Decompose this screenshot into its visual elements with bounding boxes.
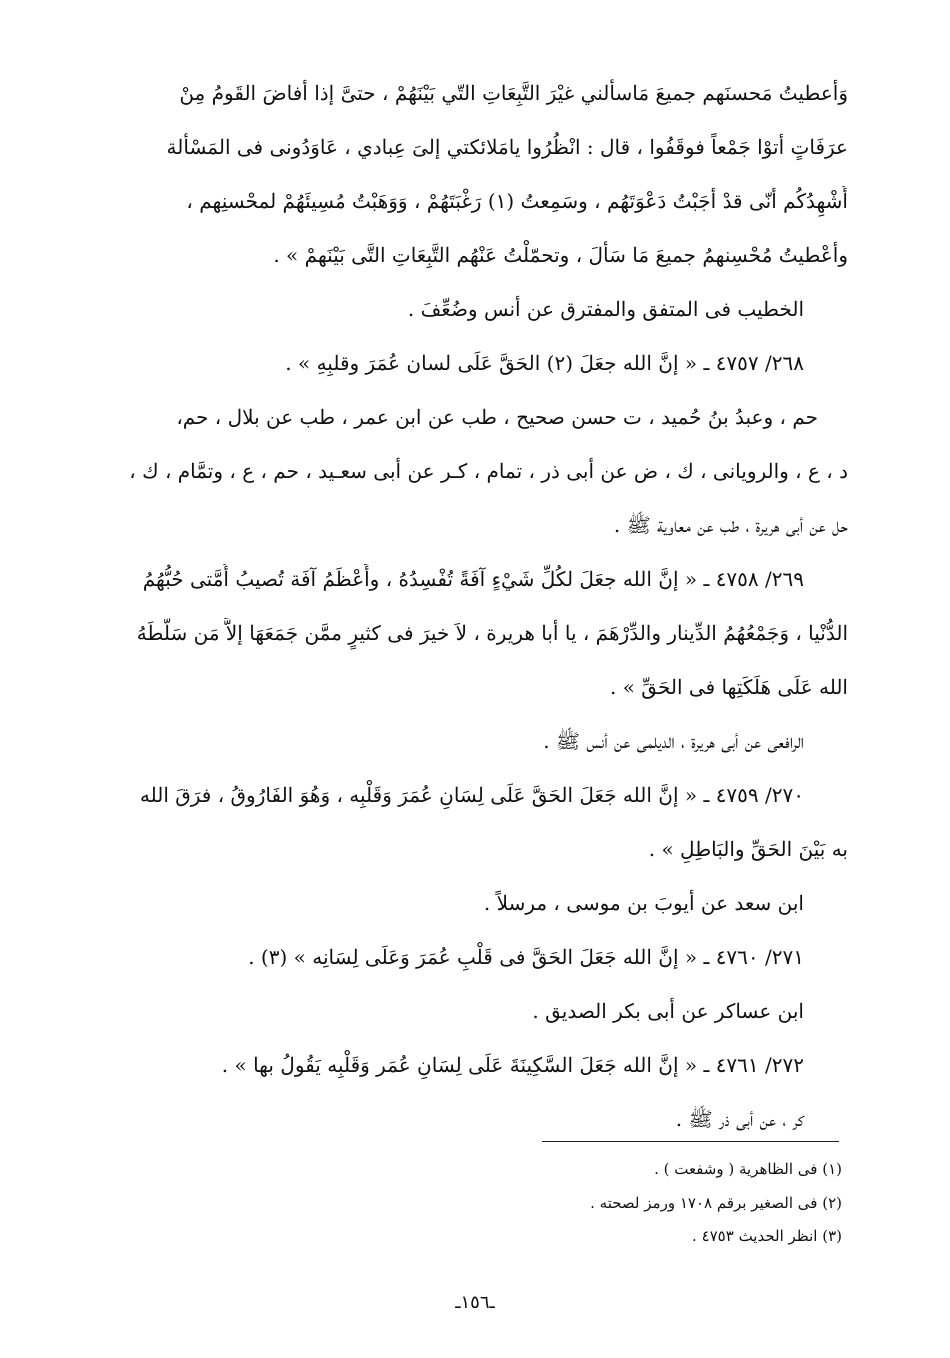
main-text — [85, 78, 848, 1158]
hadith-4759-line-2: به بَيْنَ الحَقِّ والبَاطِلِ » . — [648, 837, 848, 861]
hadith-4757: ٢٦٨/ ٤٧٥٧ ـ « إنَّ الله جعَلَ (٢) الحَقَّ عَلَى لسان عُمَرَ وقلبِهِ » . — [285, 351, 804, 375]
hadith-4758-line-2: الدُّنْيا ، وَجَمْعُهُمُ الدِّينار والدِّرْهَمَ ، يا أبا هريرة ، لاَ خيرَ فى كثيرٍ ممَّن جَمَعَهَا إلاَّ مَن سَلَّطَهُ — [136, 621, 848, 645]
source-line-5: ابن عساكر عن أبى بكر الصديق . — [532, 999, 804, 1023]
hadith-4758-line-3: الله عَلَى هَلَكَتِها فى الحَقِّ » . — [610, 675, 848, 699]
hadith-4759-line-1: ٢٧٠/ ٤٧٥٩ ـ « إنَّ الله جَعَلَ الحَقَّ عَلَى لِسَانِ عُمَرَ وَقَلْبِه ، وَهُوَ الفَارُوقُ ، فرَقَ الله — [139, 783, 804, 807]
footnote-1: (١) فى الظاهرية ( وشفعت ) . — [654, 1160, 842, 1178]
hadith-4758-line-1: ٢٦٩/ ٤٧٥٨ ـ « إنَّ الله جعَلَ لكُلِّ شَيْءٍ آفَةً تُفْسِدُهُ ، وأَعْظَمُ آفَة تُصيبُ أُمَّتى حُبُّهُمُ — [142, 567, 804, 591]
footnote-divider — [542, 1141, 839, 1142]
text-line-4: وأعْطيتُ مُحْسِنهمُ جميعَ مَا سَأَلَ ، وتحمّلْتُ عَنْهُم التَّبِعَاتِ التَّى بَيْنَهمْ » . — [273, 243, 848, 267]
source-line-3: الرافعى عن أبى هريرة ، الديلمى عن أنس ﷺ . — [543, 729, 804, 753]
text-line-1: وَأعطيتُ مَحسنَهم جميعَ مَاسأَلني غيْرَ التَّبِعَاتِ التّي بَيْنَهُمْ ، حتىَّ إذا أفاضَ القَومُ مِنْ — [179, 81, 848, 105]
source-line-4: ابن سعد عن أيوبَ بن موسى ، مرسلاً . — [483, 891, 804, 915]
footnote-2: (٢) فى الصغير برقم ١٧٠٨ ورمز لصحته . — [590, 1194, 842, 1212]
page-number: ـ١٥٦ـ — [455, 1292, 495, 1313]
hadith-4760: ٢٧١/ ٤٧٦٠ ـ « إنَّ الله جَعَلَ الحَقَّ فى قَلْبِ عُمَرَ وَعَلَى لِسَانِه » (٣) . — [248, 945, 804, 969]
text-line-2: عرَفَاتٍ أتوْا جَمْعاً فوقَفُوا ، قال : انْظُرُوا يامَلائكتي إلىَ عِبادي ، عَاوَدُونى فى المَسْأَلة — [166, 135, 848, 159]
source-line-2c: حل عن أبى هريرة ، طب عن معاوية ﷺ . — [613, 513, 848, 537]
source-line-2a: حم ، وعبدُ بنُ حُميد ، ت حسن صحيح ، طب عن ابن عمر ، طب عن بلال ، حم، — [176, 405, 818, 429]
hadith-4761: ٢٧٢/ ٤٧٦١ ـ « إنَّ الله جَعَلَ السَّكِينَةَ عَلَى لِسَانِ عُمَر وَقَلْبِه يَقُولُ بها » . — [221, 1053, 804, 1077]
source-line-1: الخطيب فى المتفق والمفترق عن أنس وضُعِّفَ . — [407, 297, 804, 321]
source-line-6: كر ، عن أبى ذر ﷺ . — [675, 1107, 804, 1131]
footnote-3: (٣) انظر الحديث ٤٧٥٣ . — [692, 1227, 842, 1245]
source-line-2b: د ، ع ، والرويانى ، ك ، ض عن أبى ذر ، تمام ، كـر عن أبى سعـيد ، حم ، ع ، وتمَّام ، ك ، — [129, 459, 848, 483]
text-line-3: أُشْهِدُكُم أنّى قدْ أجَبْتُ دَعْوَتَهُم ، وسَمِعتُ (١) رَغْبَتَهُمْ ، وَوَهَبْتُ مُسِيئَهُمْ لمحْسنِهم ، — [186, 189, 848, 213]
